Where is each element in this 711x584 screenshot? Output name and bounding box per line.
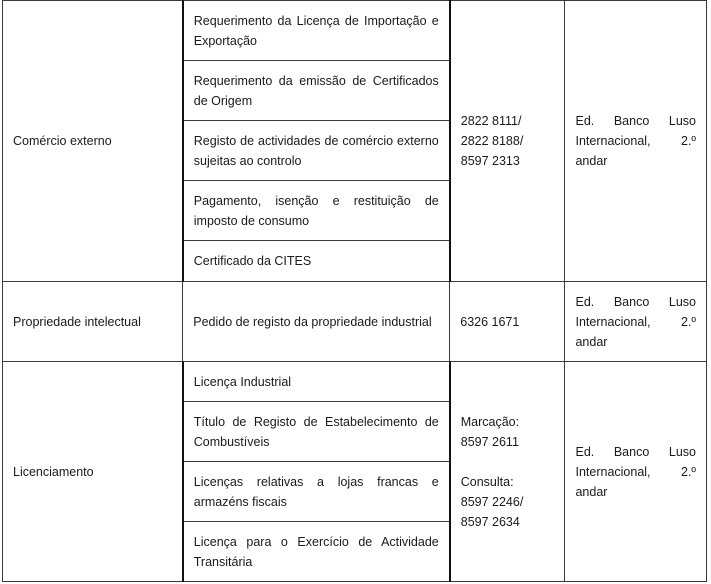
service-cell: Licença para o Exercício de Actividade Transitária (183, 522, 450, 582)
area-cell: Comércio externo (3, 1, 183, 282)
phone-cell (450, 362, 565, 582)
area-cell: Licenciamento (3, 362, 183, 582)
location-cell: Ed. Banco Luso Internacional, 2.º andar (565, 1, 707, 282)
phone-number: 8597 2611 (460, 434, 519, 449)
location-cell: Ed. Banco Luso Internacional, 2.º andar (565, 362, 707, 582)
service-cell: Pagamento, isenção e restituição de imposto de consumo (183, 181, 450, 241)
phone-number: 6326 1671 (460, 314, 520, 329)
table-row (3, 1, 707, 61)
area-cell: Propriedade intelectual (3, 282, 183, 362)
service-cell: Requerimento da emissão de Certificados de Origem (183, 61, 450, 121)
phone-number: 8597 2246/ (460, 494, 524, 509)
service-cell: Registo de actividades de comércio externo sujeitas ao controlo (183, 121, 450, 181)
services-table (2, 0, 707, 582)
phone-number: 8597 2313 (460, 154, 520, 168)
service-cell: Licenças relativas a lojas francas e armazéns fiscais (183, 462, 450, 522)
service-cell: Certificado da CITES (183, 241, 450, 282)
phone-cell (450, 1, 565, 282)
phone-number: 2822 8188/ (460, 134, 524, 148)
phone-label: Consulta: (460, 474, 514, 489)
table-row (3, 362, 707, 402)
service-cell: Licença Industrial (183, 362, 450, 402)
service-cell: Requerimento da Licença de Importação e Exportação (183, 1, 450, 61)
phone-cell (450, 282, 565, 362)
table-row (3, 282, 707, 362)
phone-number: 2822 8111/ (460, 114, 522, 128)
phone-number: 8597 2634 (460, 514, 520, 529)
location-cell: Ed. Banco Luso Internacional, 2.º andar (565, 282, 707, 362)
service-cell: Pedido de registo da propriedade industrial (183, 282, 450, 362)
service-cell: Título de Registo de Estabelecimento de Combustíveis (183, 402, 450, 462)
phone-label: Marcação: (460, 414, 520, 429)
